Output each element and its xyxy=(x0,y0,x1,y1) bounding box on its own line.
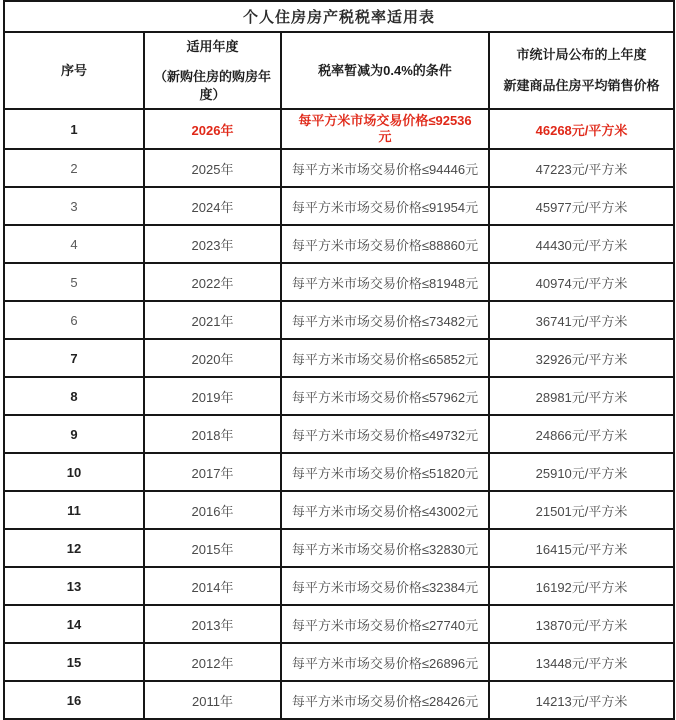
serial-number-cell: 14 xyxy=(4,605,144,643)
serial-number-cell: 4 xyxy=(4,225,144,263)
condition-cell: 每平方米市场交易价格≤26896元 xyxy=(281,643,489,681)
condition-cell: 每平方米市场交易价格≤28426元 xyxy=(281,681,489,719)
year-cell: 2011年 xyxy=(144,681,281,719)
serial-number-cell: 8 xyxy=(4,377,144,415)
serial-number-cell: 13 xyxy=(4,567,144,605)
condition-cell: 每平方米市场交易价格≤51820元 xyxy=(281,453,489,491)
serial-number-cell: 11 xyxy=(4,491,144,529)
price-cell: 28981元/平方米 xyxy=(489,377,674,415)
year-cell: 2019年 xyxy=(144,377,281,415)
condition-cell: 每平方米市场交易价格≤57962元 xyxy=(281,377,489,415)
serial-number-cell: 10 xyxy=(4,453,144,491)
table-row xyxy=(4,453,674,491)
table-row xyxy=(4,149,674,187)
year-cell: 2015年 xyxy=(144,529,281,567)
table-row xyxy=(4,263,674,301)
header-year-line1: 适用年度 xyxy=(186,38,239,54)
table-row xyxy=(4,377,674,415)
year-cell: 2013年 xyxy=(144,605,281,643)
serial-number-cell: 15 xyxy=(4,643,144,681)
price-cell: 14213元/平方米 xyxy=(489,681,674,719)
tax-rate-table xyxy=(3,0,675,720)
header-row xyxy=(4,32,674,109)
table-row xyxy=(4,567,674,605)
table-row xyxy=(4,415,674,453)
year-cell: 2023年 xyxy=(144,225,281,263)
price-cell: 46268元/平方米 xyxy=(489,109,674,149)
header-tax-reduction-condition xyxy=(281,32,489,109)
table-row xyxy=(4,491,674,529)
condition-cell: 每平方米市场交易价格≤32830元 xyxy=(281,529,489,567)
condition-cell: 每平方米市场交易价格≤73482元 xyxy=(281,301,489,339)
price-cell: 24866元/平方米 xyxy=(489,415,674,453)
year-cell: 2026年 xyxy=(144,109,281,149)
table-row xyxy=(4,643,674,681)
condition-cell: 每平方米市场交易价格≤88860元 xyxy=(281,225,489,263)
serial-number-cell: 1 xyxy=(4,109,144,149)
table-row xyxy=(4,187,674,225)
price-cell: 36741元/平方米 xyxy=(489,301,674,339)
table-row xyxy=(4,605,674,643)
condition-cell: 每平方米市场交易价格≤91954元 xyxy=(281,187,489,225)
year-cell: 2021年 xyxy=(144,301,281,339)
year-cell: 2025年 xyxy=(144,149,281,187)
table-body xyxy=(4,109,674,719)
year-cell: 2024年 xyxy=(144,187,281,225)
condition-cell: 每平方米市场交易价格≤65852元 xyxy=(281,339,489,377)
header-year-line2: （新购住房的购房年度） xyxy=(153,69,271,102)
condition-cell: 每平方米市场交易价格≤92536元 xyxy=(281,109,489,149)
table-row xyxy=(4,339,674,377)
year-cell: 2020年 xyxy=(144,339,281,377)
condition-cell: 每平方米市场交易价格≤43002元 xyxy=(281,491,489,529)
price-cell: 13448元/平方米 xyxy=(489,643,674,681)
serial-number-cell: 12 xyxy=(4,529,144,567)
price-cell: 21501元/平方米 xyxy=(489,491,674,529)
header-price-line1: 市统计局公布的上年度 xyxy=(516,47,647,63)
table-row xyxy=(4,225,674,263)
condition-cell: 每平方米市场交易价格≤49732元 xyxy=(281,415,489,453)
price-cell: 40974元/平方米 xyxy=(489,263,674,301)
header-applicable-year xyxy=(144,32,281,109)
year-cell: 2016年 xyxy=(144,491,281,529)
price-cell: 13870元/平方米 xyxy=(489,605,674,643)
table-row xyxy=(4,301,674,339)
header-price-line2: 新建商品住房平均销售价格 xyxy=(503,78,660,93)
year-cell: 2012年 xyxy=(144,643,281,681)
header-condition-label: 税率暂减为0.4%的条件 xyxy=(318,62,452,78)
price-cell: 44430元/平方米 xyxy=(489,225,674,263)
serial-number-cell: 6 xyxy=(4,301,144,339)
table-row xyxy=(4,109,674,149)
year-cell: 2022年 xyxy=(144,263,281,301)
year-cell: 2014年 xyxy=(144,567,281,605)
price-cell: 25910元/平方米 xyxy=(489,453,674,491)
serial-number-cell: 2 xyxy=(4,149,144,187)
price-cell: 47223元/平方米 xyxy=(489,149,674,187)
header-serial-label: 序号 xyxy=(60,62,87,78)
condition-cell: 每平方米市场交易价格≤27740元 xyxy=(281,605,489,643)
serial-number-cell: 9 xyxy=(4,415,144,453)
serial-number-cell: 7 xyxy=(4,339,144,377)
serial-number-cell: 5 xyxy=(4,263,144,301)
table-title: 个人住房房产税税率适用表 xyxy=(4,1,674,32)
price-cell: 32926元/平方米 xyxy=(489,339,674,377)
price-cell: 16415元/平方米 xyxy=(489,529,674,567)
year-cell: 2018年 xyxy=(144,415,281,453)
header-serial-number xyxy=(4,32,144,109)
serial-number-cell: 16 xyxy=(4,681,144,719)
condition-cell: 每平方米市场交易价格≤81948元 xyxy=(281,263,489,301)
table-row xyxy=(4,529,674,567)
condition-cell: 每平方米市场交易价格≤32384元 xyxy=(281,567,489,605)
serial-number-cell: 3 xyxy=(4,187,144,225)
price-cell: 16192元/平方米 xyxy=(489,567,674,605)
price-cell: 45977元/平方米 xyxy=(489,187,674,225)
table-row xyxy=(4,681,674,719)
title-row xyxy=(4,1,674,32)
condition-cell: 每平方米市场交易价格≤94446元 xyxy=(281,149,489,187)
year-cell: 2017年 xyxy=(144,453,281,491)
header-average-sale-price xyxy=(489,32,674,109)
